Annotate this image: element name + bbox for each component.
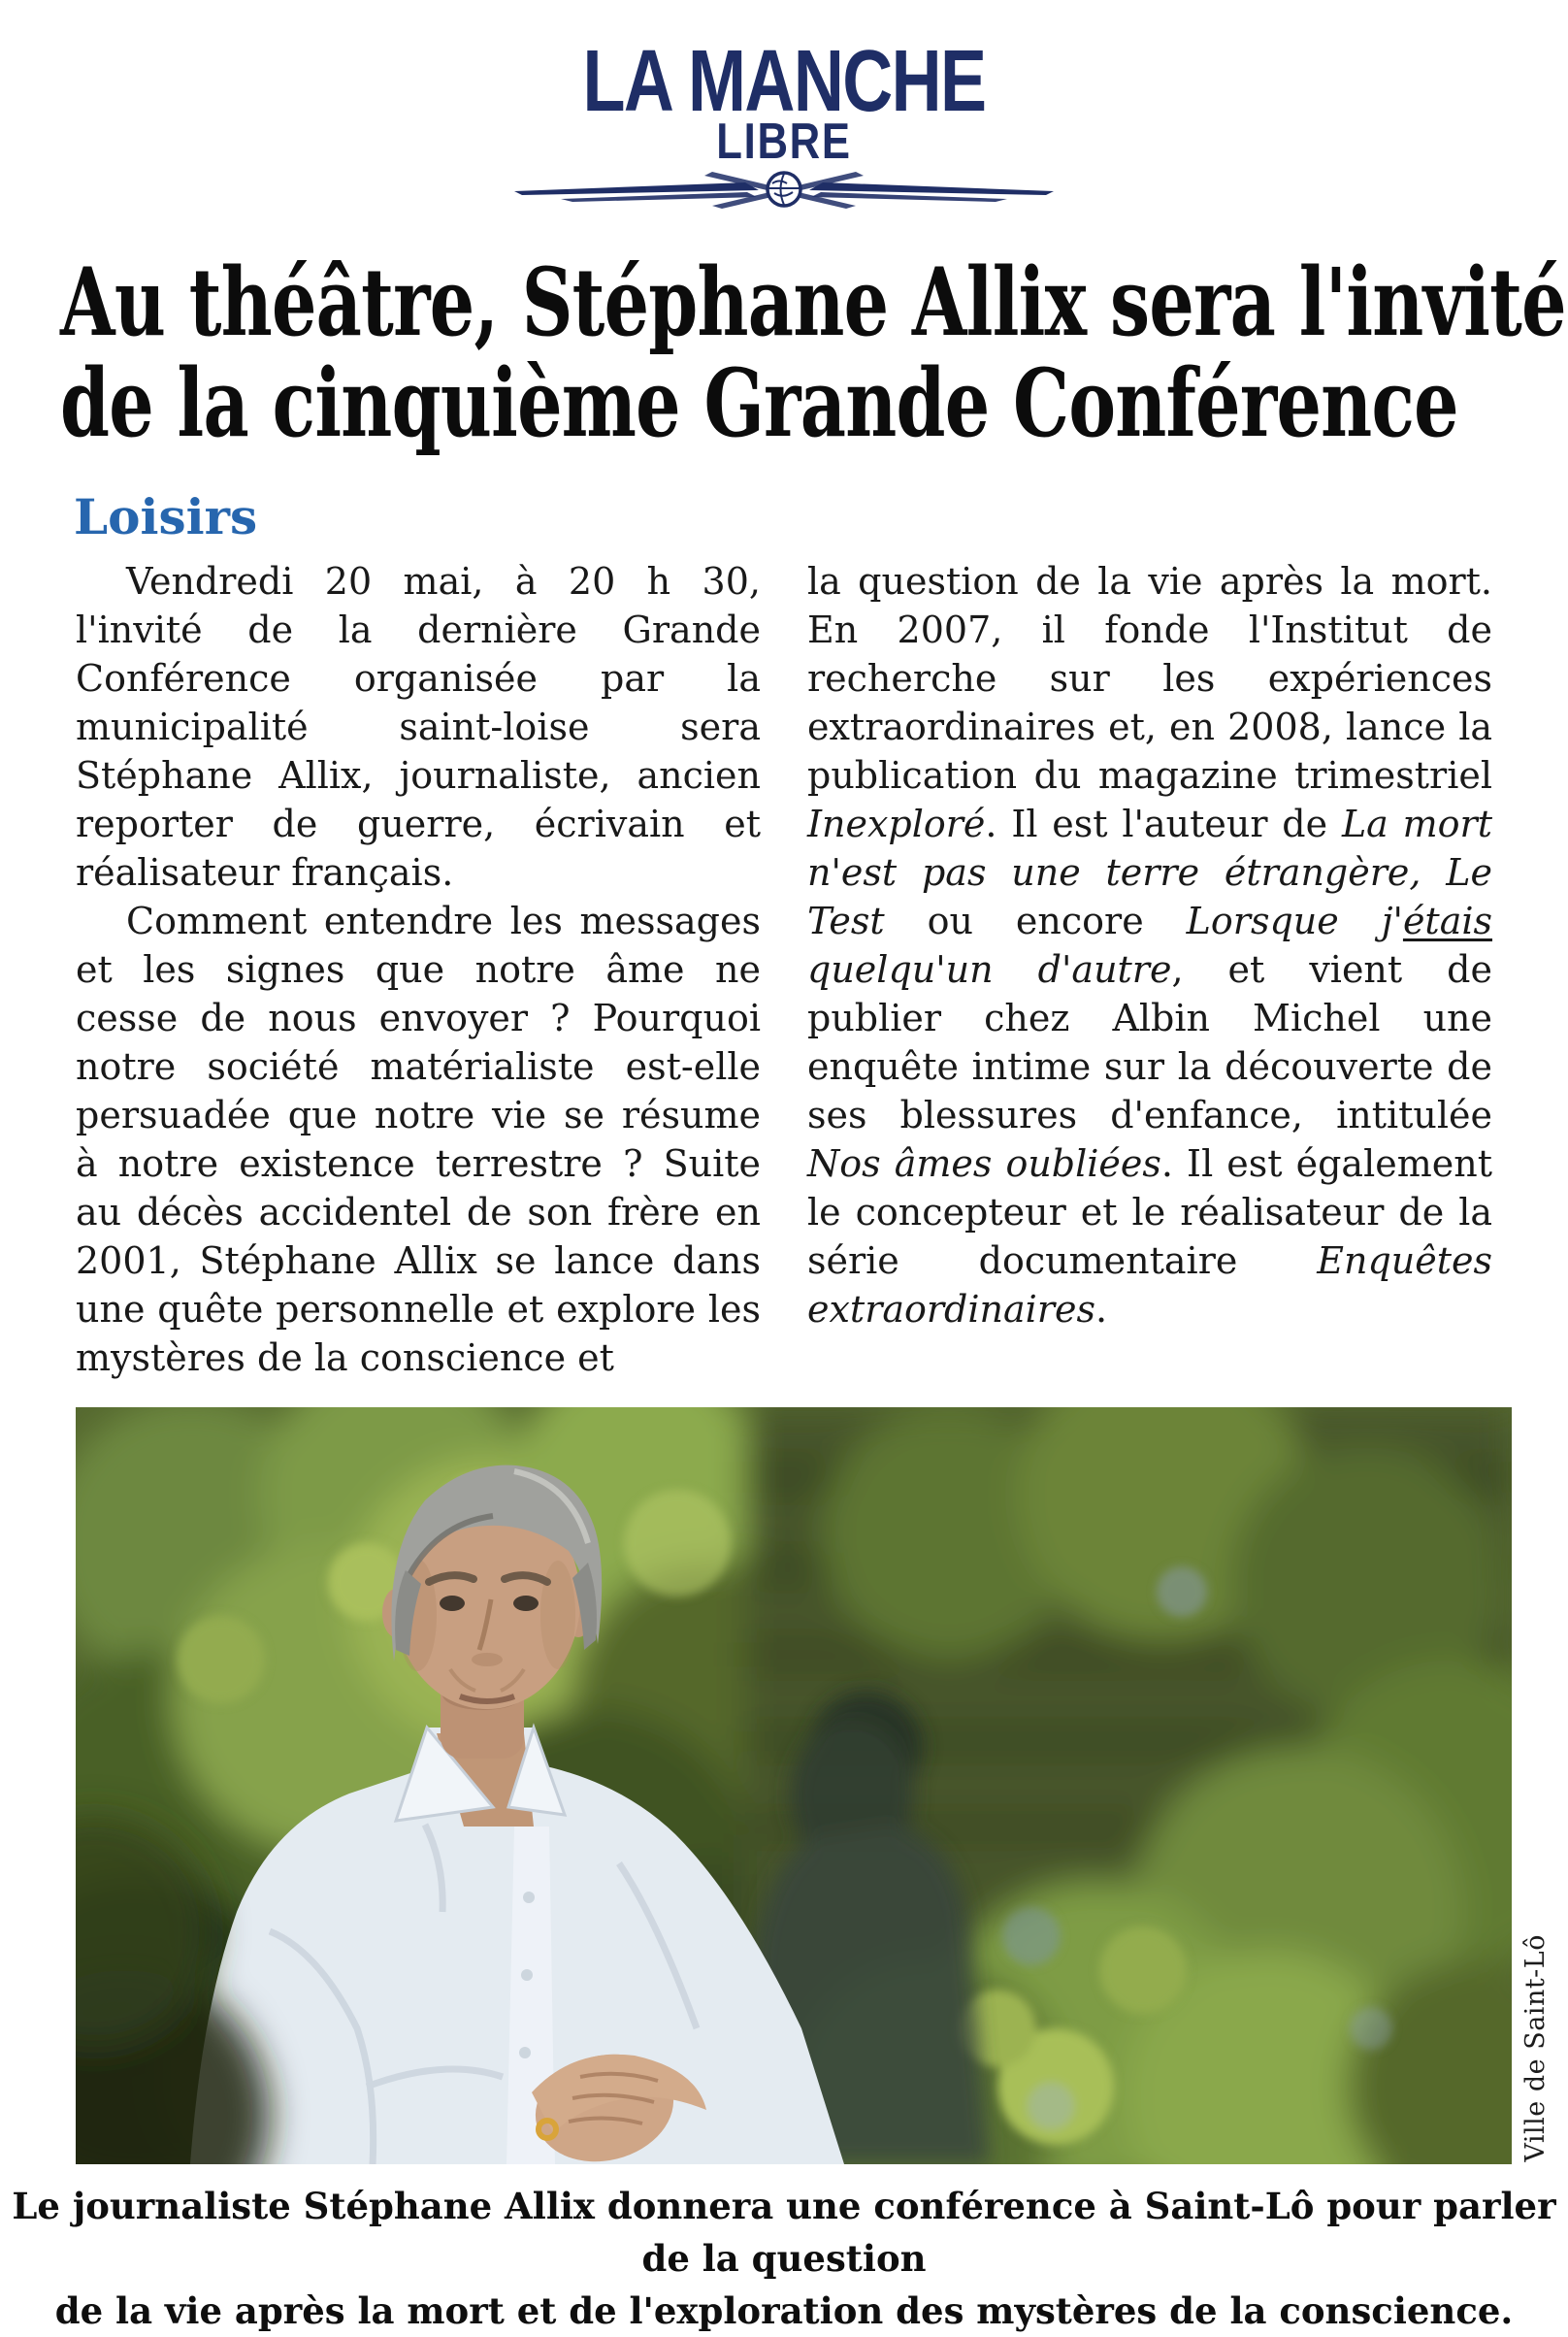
caption-line-1: Le journaliste Stéphane Allix donnera une conférence à Saint-Lô pour parler de la question bbox=[12, 2185, 1556, 2280]
article-headline bbox=[60, 247, 1568, 458]
photo-illustration bbox=[76, 1407, 1512, 2164]
article-paragraph: Comment entendre les messages et les signes que notre âme ne cesse de nous envoyer ? Pourquoi notre société matérialiste est-elle persuadée que notre vie se résume à notre existence terrestre ? Suite au décès accidentel de son frère en 2001, Stéphane Allix se lance dans une quête personnelle et explore les mystères de la conscience et bbox=[76, 900, 761, 1379]
article-paragraph: la question de la vie après la mort. En 2007, il fonde l'Institut de recherche sur les expériences extraordinaires et, en 2008, lance la publication du magazine trimestriel Inexploré. Il est l'auteur de La mort n'est pas une terre étrangère, Le Test ou encore Lorsque j'étais quelqu'un d'autre, et vient de publier chez Albin Michel une enquête intime sur la découverte de ses blessures d'enfance, intitulée Nos âmes oubliées. Il est également le concepteur et le réalisateur de la série documentaire Enquêtes extraordinaires. bbox=[807, 560, 1493, 1331]
article-photo bbox=[76, 1407, 1551, 2164]
masthead-title: LA MANCHE bbox=[582, 33, 986, 130]
masthead-subtitle: LIBRE bbox=[716, 114, 852, 170]
section-label: Loisirs bbox=[74, 488, 258, 545]
photo-caption bbox=[0, 2180, 1568, 2337]
article-body bbox=[76, 557, 1492, 1382]
photo-credit: Ville de Saint-Lô bbox=[1520, 1934, 1551, 2162]
winged-globe-icon bbox=[512, 167, 1056, 212]
caption-line-2: de la vie après la mort et de l'exploration des mystères de la conscience. bbox=[54, 2289, 1514, 2332]
eye-right bbox=[513, 1596, 539, 1611]
masthead bbox=[0, 0, 1568, 212]
headline-line-2: de la cinquième Grande Conférence bbox=[60, 348, 1458, 458]
eye-left bbox=[440, 1596, 465, 1611]
article-paragraph: Vendredi 20 mai, à 20 h 30, l'invité de la dernière Grande Conférence organisée par la municipalité saint-loise sera Stéphane Allix, journaliste, ancien reporter de guerre, écrivain et réalisateur français. bbox=[76, 560, 761, 894]
headline-line-1: Au théâtre, Stéphane Allix sera l'invité bbox=[60, 247, 1566, 357]
article-column-right bbox=[807, 557, 1492, 1382]
article-column-left bbox=[76, 557, 761, 1382]
